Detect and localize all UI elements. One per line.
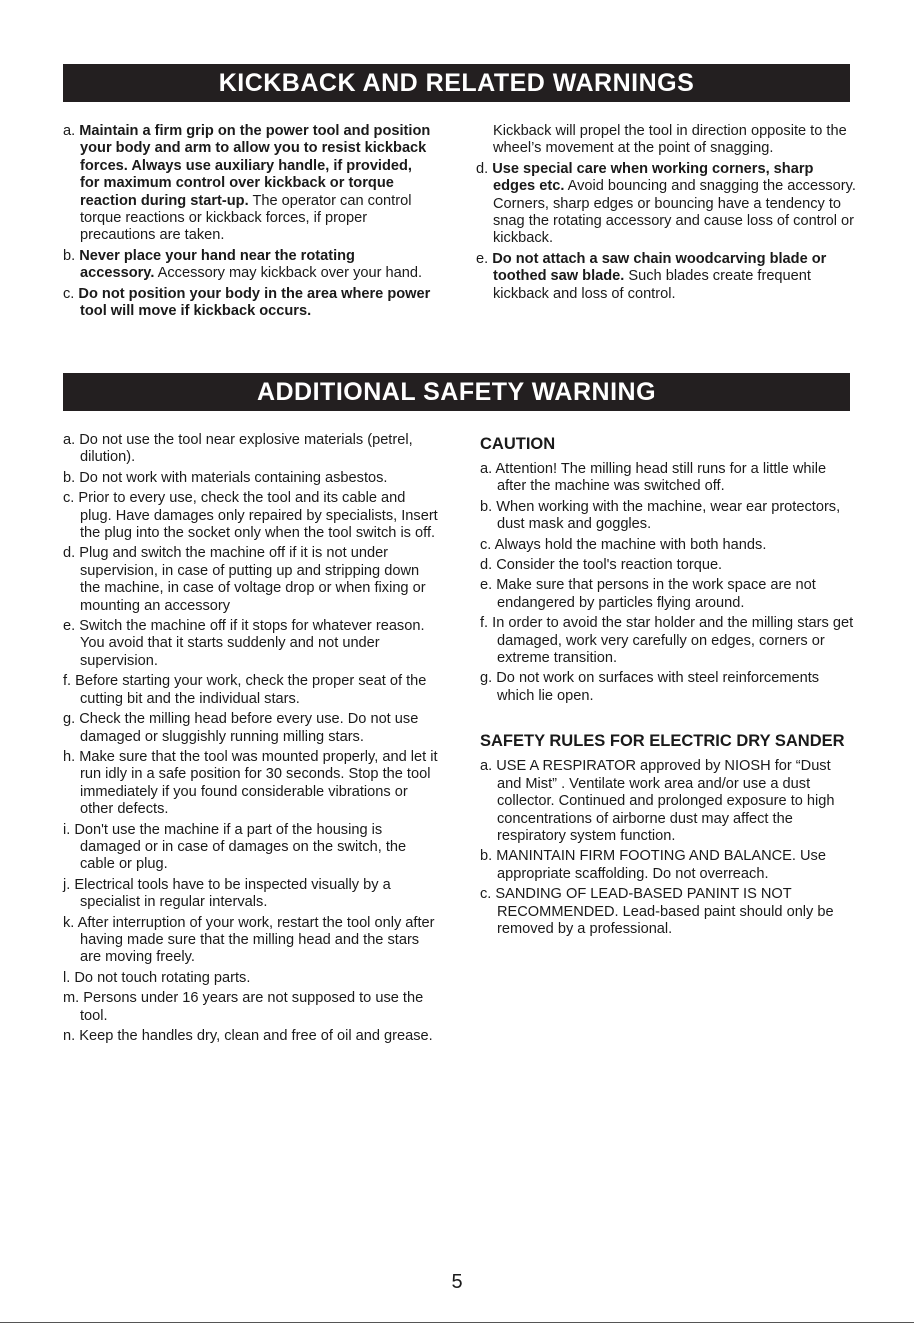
kickback-left-column — [63, 123, 433, 323]
kickback-item-a: a. Maintain a firm grip on the power tool and position your body and arm to allow you to resist kickback forces. Always use auxiliary handle, if provided, for maximum control over kickback or torque reaction during start-up. The operator can control torque reactions or kickback forces, if proper precautions are taken. — [63, 123, 431, 244]
bottom-divider — [0, 1322, 914, 1323]
additional-item-i: i. Don't use the machine if a part of the housing is damaged or in case of damages on the switch, the cable or plug. — [63, 821, 407, 873]
additional-item-a: a. Do not use the tool near explosive materials (petrel, dilution). — [63, 432, 413, 466]
additional-item-k: k. After interruption of your work, restart the tool only after having made sure that the milling head and the stars are moving freely. — [63, 914, 435, 966]
additional-safety-banner: ADDITIONAL SAFETY WARNING — [63, 373, 850, 411]
sander-item-a: a. USE A RESPIRATOR approved by NIOSH for “Dust and Mist” . Ventilate work area and/or use a dust collector. Continued and prolonged exposure to high concentrations of airborne dust may affect the respiratory system function. — [480, 758, 835, 844]
caution-item-e: e. Make sure that persons in the work space are not endangered by particles flying around. — [480, 577, 816, 611]
additional-item-g: g. Check the milling head before every use. Do not use damaged or sluggishly running milling stars. — [63, 711, 419, 745]
sander-item-b: b. MANINTAIN FIRM FOOTING AND BALANCE. Use appropriate scaffolding. Do not overreach. — [480, 848, 826, 882]
additional-item-d: d. Plug and switch the machine off if it is not under supervision, in case of putting up and stripping down the machine, in case of voltage drop or when fixing or mounting an accessory — [63, 545, 426, 614]
kickback-item-d: d. Use special care when working corners, sharp edges etc. Avoid bouncing and snagging the accessory. Corners, sharp edges or bouncing have a tendency to snag the rotating accessory and cause loss of control or kickback. — [476, 160, 856, 247]
caution-item-b: b. When working with the machine, wear ear protectors, dust mask and goggles. — [480, 498, 841, 533]
additional-item-c: c. Prior to every use, check the tool and its cable and plug. Have damages only repaired by specialists, Insert the plug into the socket only when the tool switch is off. — [63, 490, 438, 542]
additional-item-f: f. Before starting your work, check the proper seat of the cutting bit and the individual stars. — [63, 673, 427, 707]
kickback-right-column — [476, 123, 856, 306]
additional-item-n: n. Keep the handles dry, clean and free of oil and grease. — [63, 1028, 433, 1044]
additional-item-e: e. Switch the machine off if it stops for whatever reason. You avoid that it starts suddenly and not under supervision. — [63, 618, 425, 669]
caution-item-a: a. Attention! The milling head still runs for a little while after the machine was switched off. — [480, 461, 827, 495]
caution-item-f: f. In order to avoid the star holder and the milling stars get damaged, work very carefully on edges, corners or extreme transition. — [480, 615, 854, 667]
additional-safety-list — [63, 432, 438, 1048]
kickback-item-c-continued: Kickback will propel the tool in direction opposite to the wheel’s movement at the point of snagging. — [493, 123, 847, 157]
additional-item-m: m. Persons under 16 years are not supposed to use the tool. — [63, 990, 424, 1024]
kickback-item-c: c. Do not position your body in the area where power tool will move if kickback occurs. — [63, 285, 431, 320]
page-number: 5 — [451, 1271, 463, 1293]
right-column-cautions — [480, 434, 855, 941]
additional-item-j: j. Electrical tools have to be inspected visually by a specialist in regular intervals. — [63, 876, 391, 911]
sander-item-c: c. SANDING OF LEAD-BASED PANINT IS NOT RECOMMENDED. Lead-based paint should only be removed by a professional. — [480, 886, 834, 937]
caution-item-g: g. Do not work on surfaces with steel reinforcements which lie open. — [480, 670, 820, 704]
kickback-banner: KICKBACK AND RELATED WARNINGS — [63, 64, 850, 102]
caution-heading: CAUTION — [480, 435, 556, 453]
additional-item-b: b. Do not work with materials containing asbestos. — [63, 469, 388, 486]
sander-heading: SAFETY RULES FOR ELECTRIC DRY SANDER — [480, 732, 845, 751]
kickback-item-e: e. Do not attach a saw chain woodcarving blade or toothed saw blade. Such blades create frequent kickback and loss of control. — [476, 250, 827, 302]
caution-item-d: d. Consider the tool's reaction torque. — [480, 557, 723, 574]
kickback-item-b: b. Never place your hand near the rotating accessory. Accessory may kickback over your hand. — [63, 247, 423, 282]
caution-item-c: c. Always hold the machine with both hands. — [480, 536, 767, 553]
additional-item-l: l. Do not touch rotating parts. — [63, 969, 251, 986]
additional-item-h: h. Make sure that the tool was mounted properly, and let it run idly in a safe position for 30 seconds. Stop the tool immediately if you found considerable vibrations or other defects. — [63, 748, 438, 818]
